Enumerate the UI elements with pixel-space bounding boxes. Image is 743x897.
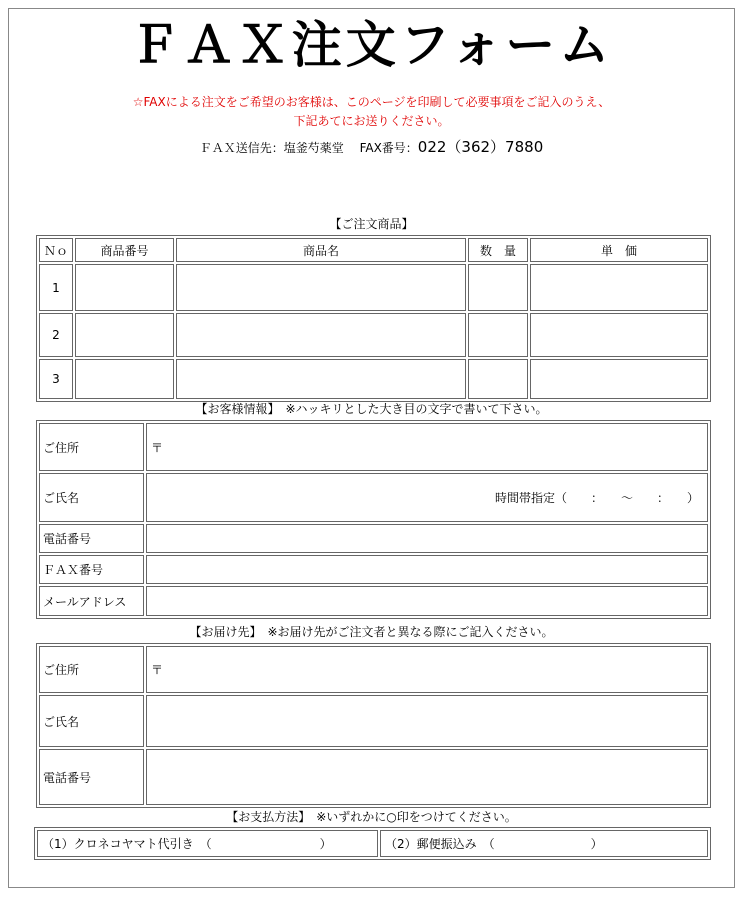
delivery-address-field[interactable] — [146, 646, 708, 693]
postal-mark: 〒 — [151, 663, 164, 677]
header-quantity: 数 量 — [468, 238, 528, 262]
delivery-phone-row — [39, 749, 708, 805]
delivery-name-field[interactable] — [146, 695, 708, 747]
customer-fax-label: ＦＡＸ番号 — [39, 555, 144, 584]
time-slot-spec: 時間帯指定（ ： ～ ： ） — [494, 491, 699, 505]
delivery-phone-field[interactable] — [146, 749, 708, 805]
row-number: 2 — [39, 313, 73, 357]
item-name-cell[interactable] — [176, 313, 466, 357]
customer-address-field[interactable] — [146, 423, 708, 471]
customer-name-row — [39, 473, 708, 522]
header-unit-price: 単 価 — [530, 238, 708, 262]
customer-email-field[interactable] — [146, 586, 708, 616]
delivery-caption: 【お届け先】 ※お届け先がご注文者と異なる際にご記入ください。 — [189, 625, 554, 639]
customer-phone-label: 電話番号 — [39, 524, 144, 553]
notice-line-2: 下記あてにお送りください。 — [293, 114, 450, 128]
page-title: ＦＡＸ注文フォーム — [129, 16, 614, 74]
customer-email-label: メールアドレス — [39, 586, 144, 616]
delivery-address-row — [39, 646, 708, 693]
delivery-name-row — [39, 695, 708, 747]
customer-name-label: ご氏名 — [39, 473, 144, 522]
payment-option-postal-transfer[interactable]: （2）郵便振込み （ ） — [380, 830, 708, 857]
unit-price-cell[interactable] — [530, 264, 708, 311]
postal-mark: 〒 — [151, 440, 164, 455]
table-row — [39, 313, 708, 357]
customer-name-field[interactable] — [146, 473, 708, 522]
item-code-cell[interactable] — [75, 359, 174, 399]
customer-caption: 【お客様情報】 ※ハッキリとした大き目の文字で書いて下さい。 — [195, 402, 548, 416]
products-caption: 【ご注文商品】 — [329, 217, 414, 231]
print-notice — [0, 93, 743, 131]
fax-destination-label: ＦＡＸ送信先：塩釜芍薬堂 FAX番号： — [199, 141, 418, 155]
quantity-cell[interactable] — [468, 359, 528, 399]
customer-address-row — [39, 423, 708, 471]
header-item-name: 商品名 — [176, 238, 466, 262]
customer-fax-field[interactable] — [146, 555, 708, 584]
row-number: 1 — [39, 264, 73, 311]
customer-email-row — [39, 586, 708, 616]
unit-price-cell[interactable] — [530, 359, 708, 399]
delivery-table — [36, 643, 711, 808]
item-code-cell[interactable] — [75, 313, 174, 357]
table-row — [39, 359, 708, 399]
delivery-name-label: ご氏名 — [39, 695, 144, 747]
row-number: 3 — [39, 359, 73, 399]
quantity-cell[interactable] — [468, 264, 528, 311]
customer-table — [36, 420, 711, 619]
customer-address-label: ご住所 — [39, 423, 144, 471]
fax-destination — [0, 136, 743, 159]
payment-option-cod[interactable]: （1）クロネコヤマト代引き （ ） — [37, 830, 378, 857]
payment-caption: 【お支払方法】 ※いずれかに○印をつけてください。 — [226, 810, 517, 824]
payment-table — [34, 827, 711, 860]
item-name-cell[interactable] — [176, 359, 466, 399]
customer-fax-row — [39, 555, 708, 584]
products-header-row — [39, 238, 708, 262]
unit-price-cell[interactable] — [530, 313, 708, 357]
delivery-address-label: ご住所 — [39, 646, 144, 693]
table-row — [39, 264, 708, 311]
quantity-cell[interactable] — [468, 313, 528, 357]
item-name-cell[interactable] — [176, 264, 466, 311]
fax-number: 022（362）7880 — [417, 138, 544, 156]
notice-line-1: ☆FAXによる注文をご希望のお客様は、このページを印刷して必要事項をご記入のうえ、 — [132, 95, 611, 109]
header-item-code: 商品番号 — [75, 238, 174, 262]
item-code-cell[interactable] — [75, 264, 174, 311]
customer-phone-field[interactable] — [146, 524, 708, 553]
delivery-phone-label: 電話番号 — [39, 749, 144, 805]
products-table — [36, 235, 711, 402]
header-no: Ｎｏ — [39, 238, 73, 262]
payment-row — [37, 830, 708, 857]
customer-phone-row — [39, 524, 708, 553]
